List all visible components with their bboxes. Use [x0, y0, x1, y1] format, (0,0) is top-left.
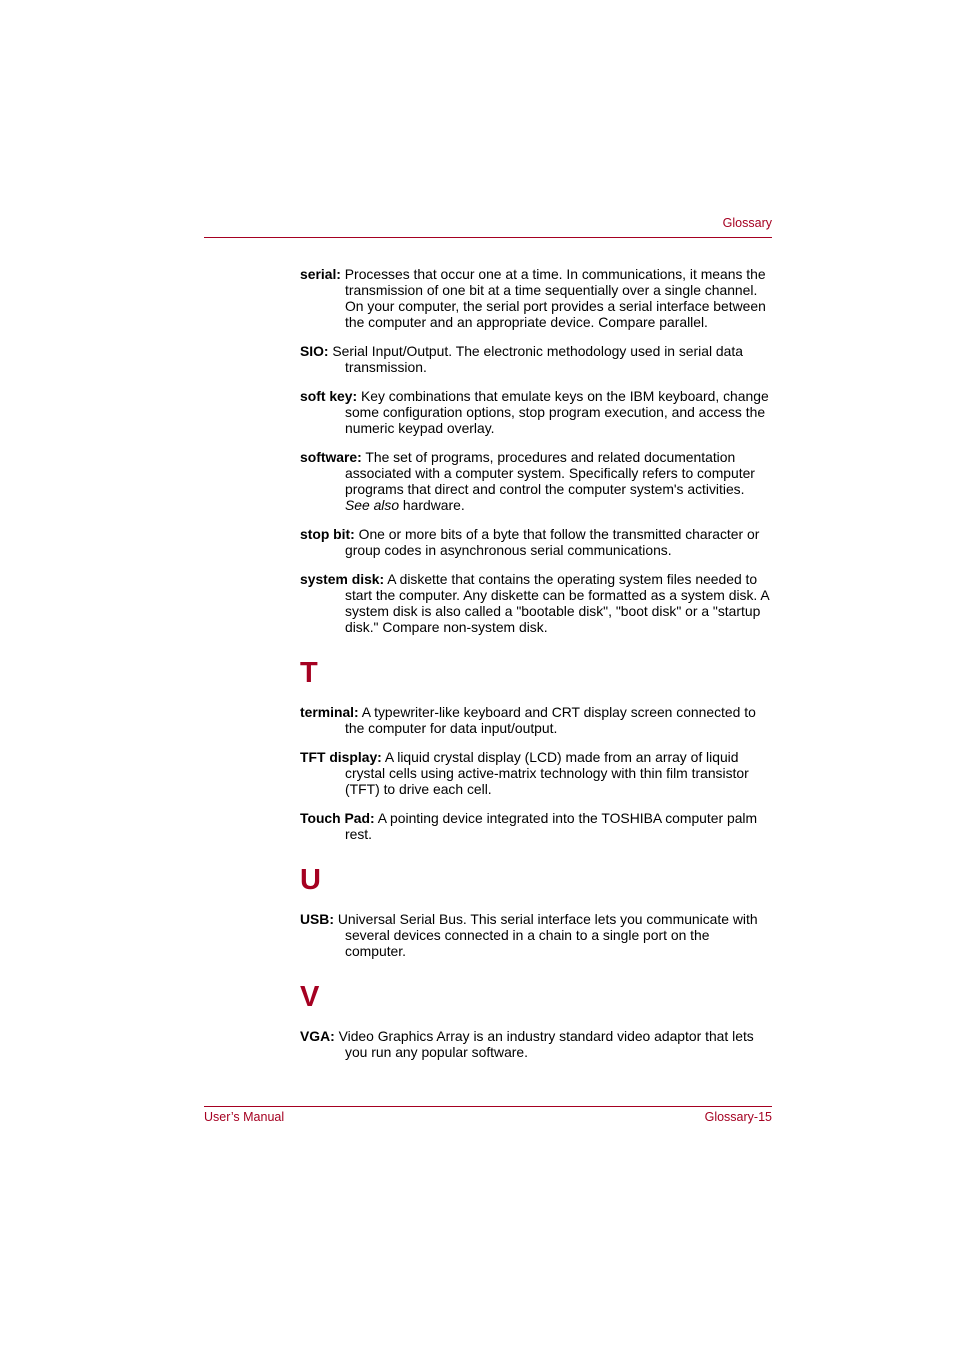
- footer-manual-title: User’s Manual: [204, 1110, 285, 1124]
- see-also-target: hardware.: [402, 497, 465, 513]
- entry-term: TFT display:: [300, 749, 382, 765]
- section-letter-t: T: [300, 657, 318, 689]
- glossary-content: [300, 266, 770, 1073]
- glossary-entry-tft-display: [300, 749, 770, 797]
- entry-term: VGA:: [300, 1028, 335, 1044]
- entry-definition: Serial Input/Output. The electronic methodology used in serial data transmission.: [332, 343, 743, 375]
- entry-term: USB:: [300, 911, 334, 927]
- glossary-entry-system-disk: [300, 571, 770, 635]
- entry-term: software:: [300, 449, 362, 465]
- entry-definition: Video Graphics Array is an industry standard video adaptor that lets you run any popular software.: [338, 1028, 754, 1060]
- entry-term: SIO:: [300, 343, 329, 359]
- section-letter-v: V: [300, 981, 320, 1013]
- entry-definition: One or more bits of a byte that follow the transmitted character or group codes in asynchronous serial communications.: [345, 526, 760, 558]
- entry-term: stop bit:: [300, 526, 355, 542]
- glossary-entry-soft-key: [300, 388, 770, 436]
- glossary-entry-sio: [300, 343, 770, 375]
- entry-term: Touch Pad:: [300, 810, 375, 826]
- entry-term: soft key:: [300, 388, 358, 404]
- entry-term: serial:: [300, 266, 341, 282]
- entry-definition: Processes that occur one at a time. In communications, it means the transmission of one bit at a time sequentially over a single channel. On your computer, the serial port provides a serial interface between the computer and an appropriate device. Compare parallel.: [344, 266, 766, 330]
- glossary-entry-vga: [300, 1028, 770, 1060]
- section-letter-u: U: [300, 864, 321, 896]
- glossary-entry-serial: [300, 266, 770, 330]
- entry-definition: Universal Serial Bus. This serial interface lets you communicate with several devices connected in a chain to a single port on the computer.: [337, 911, 758, 959]
- entry-definition: A diskette that contains the operating system files needed to start the computer. Any diskette can be formatted as a system disk. A system disk is also called a "bootable disk", "boot disk" or a "startup disk." Compare non-system disk.: [345, 571, 769, 635]
- see-also-label: See also: [345, 497, 400, 513]
- entry-definition: A liquid crystal display (LCD) made from an array of liquid crystal cells using active-matrix technology with thin film transistor (TFT) to drive each cell.: [345, 749, 749, 797]
- glossary-entry-usb: [300, 911, 770, 959]
- entry-term: system disk:: [300, 571, 385, 587]
- entry-definition: A pointing device integrated into the TOSHIBA computer palm rest.: [345, 810, 758, 842]
- footer-page-number: Glossary-15: [704, 1110, 772, 1124]
- entry-definition: The set of programs, procedures and related documentation associated with a computer system. Specifically refers to computer programs that direct and control the computer system's activities.: [345, 449, 755, 497]
- header-rule: [204, 237, 772, 238]
- running-header-title: Glossary: [722, 216, 772, 230]
- entry-term: terminal:: [300, 704, 359, 720]
- glossary-entry-software: [300, 449, 770, 513]
- footer-rule: [204, 1106, 772, 1107]
- entry-definition: Key combinations that emulate keys on the IBM keyboard, change some configuration options, stop program execution, and access the numeric keypad overlay.: [345, 388, 769, 436]
- entry-definition: A typewriter-like keyboard and CRT display screen connected to the computer for data input/output.: [345, 704, 756, 736]
- glossary-entry-terminal: [300, 704, 770, 736]
- glossary-entry-touch-pad: [300, 810, 770, 842]
- glossary-entry-stop-bit: [300, 526, 770, 558]
